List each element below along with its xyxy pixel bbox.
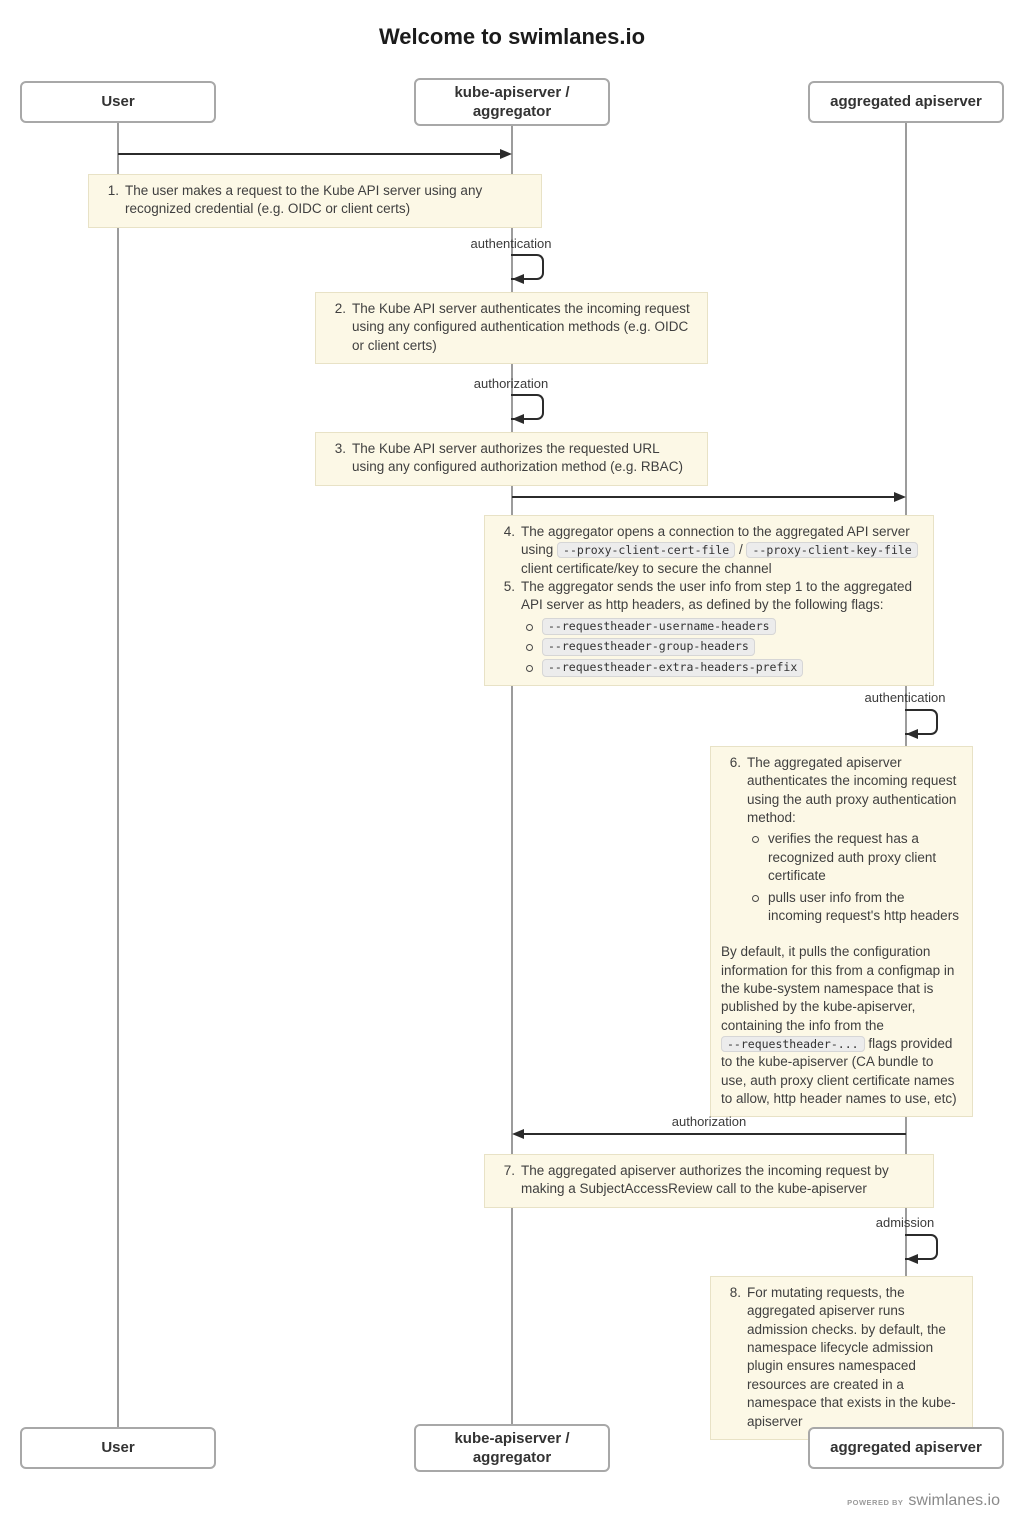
note-step-number: 5. bbox=[503, 579, 515, 595]
note-step-1 bbox=[88, 174, 542, 228]
note-step-text: The Kube API server authenticates the incoming request using any configured authentication methods (e.g. OIDC or client certs) bbox=[352, 301, 690, 353]
note-step-text: The aggregated apiserver authorizes the incoming request by making a SubjectAccessReview call to the kube-apiserver bbox=[521, 1163, 889, 1197]
bullet-circle-icon bbox=[752, 895, 759, 902]
bullet-circle-icon bbox=[526, 665, 533, 672]
label-authentication-kube: authentication bbox=[470, 236, 552, 251]
swimlanes-brand-link[interactable]: swimlanes.io bbox=[908, 1492, 1000, 1509]
actor-user-bottom bbox=[20, 1427, 216, 1469]
flag-list-item bbox=[521, 638, 921, 656]
note-step-number: 3. bbox=[334, 441, 346, 456]
page-title: Welcome to swimlanes.io bbox=[378, 24, 646, 49]
flag-list-item bbox=[521, 618, 921, 636]
actor-user-label: User bbox=[101, 93, 135, 111]
actor-kube-apiserver-label: kube-apiserver / aggregator bbox=[454, 83, 570, 120]
code-requestheader-group-headers: --requestheader-group-headers bbox=[542, 638, 755, 656]
note-step-number: 6. bbox=[729, 755, 741, 770]
arrowhead-right-icon bbox=[894, 492, 906, 502]
note-step-6-paragraph: By default, it pulls the configuration information for this from a configmap in the kube-system namespace that is published by the kube-apiserver, containing the info from the --requestheader-... flags provided to the kube-apiserver (CA bundle to use, auth proxy client certificate names to allow, http header names to use, etc) bbox=[721, 944, 957, 1107]
note-step-number: 4. bbox=[503, 524, 515, 539]
code-requestheader-username-headers: --requestheader-username-headers bbox=[542, 618, 776, 636]
note-step-3 bbox=[315, 432, 708, 486]
note-step-text: The user makes a request to the Kube API server using any recognized credential (e.g. OIDC or client certs) bbox=[125, 183, 483, 217]
note-step-7 bbox=[484, 1154, 934, 1208]
note-step-number: 7. bbox=[503, 1163, 515, 1178]
note-step-number: 8. bbox=[729, 1285, 741, 1300]
powered-by-footer bbox=[847, 1492, 1000, 1510]
auth-check-list-item: pulls user info from the incoming request's http headers bbox=[747, 889, 960, 926]
actor-user-top bbox=[20, 81, 216, 123]
code-requestheader-flags: --requestheader-... bbox=[721, 1036, 865, 1052]
note-step-number: 2. bbox=[334, 301, 346, 316]
arrow-aggregated-to-kube bbox=[523, 1133, 906, 1135]
note-step-text: For mutating requests, the aggregated apiserver runs admission checks. by default, the namespace lifecycle admission plugin ensures namespaced resources are created in a namespace that exists in the kube-apiserver bbox=[747, 1285, 956, 1429]
code-proxy-client-key-file: --proxy-client-key-file bbox=[746, 542, 917, 558]
arrow-kube-to-aggregated bbox=[512, 496, 895, 498]
bullet-circle-icon bbox=[526, 624, 533, 631]
note-step-text: The aggregator opens a connection to the aggregated API server using --proxy-client-cert-file / --proxy-client-key-file client certificate/key to secure the channel bbox=[521, 523, 921, 578]
bullet-circle-icon bbox=[752, 836, 759, 843]
note-step-text: The Kube API server authorizes the requested URL using any configured authorization method (e.g. RBAC) bbox=[352, 441, 683, 475]
note-step-number: 1. bbox=[107, 183, 119, 198]
powered-by-text: POWERED BY bbox=[847, 1498, 904, 1507]
arrowhead-right-icon bbox=[500, 149, 512, 159]
code-proxy-client-cert-file: --proxy-client-cert-file bbox=[557, 542, 735, 558]
note-steps-4-5 bbox=[484, 515, 934, 686]
actor-aggregated-apiserver-label: aggregated apiserver bbox=[830, 93, 982, 111]
label-authentication-aggregated: authentication bbox=[864, 690, 946, 705]
label-admission-aggregated: admission bbox=[875, 1215, 935, 1230]
bullet-circle-icon bbox=[526, 644, 533, 651]
arrowhead-left-icon bbox=[512, 414, 524, 424]
flag-list-item bbox=[521, 659, 921, 677]
note-step-text: The aggregator sends the user info from step 1 to the aggregated API server as http headers, as defined by the following flags: --requestheader-username-headers --requestheader-group-headers --requestheader-extra-headers-prefix bbox=[521, 578, 921, 677]
actor-kube-apiserver-top bbox=[414, 78, 610, 126]
auth-check-list-item: verifies the request has a recognized auth proxy client certificate bbox=[747, 830, 960, 885]
lifeline-user bbox=[117, 123, 119, 1427]
note-step-6 bbox=[710, 746, 973, 1117]
note-step-2 bbox=[315, 292, 708, 364]
arrowhead-left-icon bbox=[906, 1254, 918, 1264]
note-step-text: The aggregated apiserver authenticates the incoming request using the auth proxy authentication method: verifies the request has a recognized auth proxy client certificate pulls user info from the incoming request's http headers bbox=[747, 754, 960, 925]
actor-aggregated-apiserver-bottom bbox=[808, 1427, 1004, 1469]
actor-kube-apiserver-bottom bbox=[414, 1424, 610, 1472]
label-authorization-kube: authorization bbox=[473, 376, 549, 391]
actor-kube-apiserver-label: kube-apiserver / aggregator bbox=[454, 1429, 570, 1466]
actor-aggregated-apiserver-label: aggregated apiserver bbox=[830, 1439, 982, 1457]
actor-user-label: User bbox=[101, 1439, 135, 1457]
arrowhead-left-icon bbox=[512, 274, 524, 284]
arrowhead-left-icon bbox=[906, 729, 918, 739]
arrow-user-to-kube bbox=[118, 153, 501, 155]
actor-aggregated-apiserver-top bbox=[808, 81, 1004, 123]
note-step-8 bbox=[710, 1276, 973, 1440]
code-requestheader-extra-headers-prefix: --requestheader-extra-headers-prefix bbox=[542, 659, 803, 677]
label-authorization-aggregated: authorization bbox=[671, 1114, 747, 1129]
